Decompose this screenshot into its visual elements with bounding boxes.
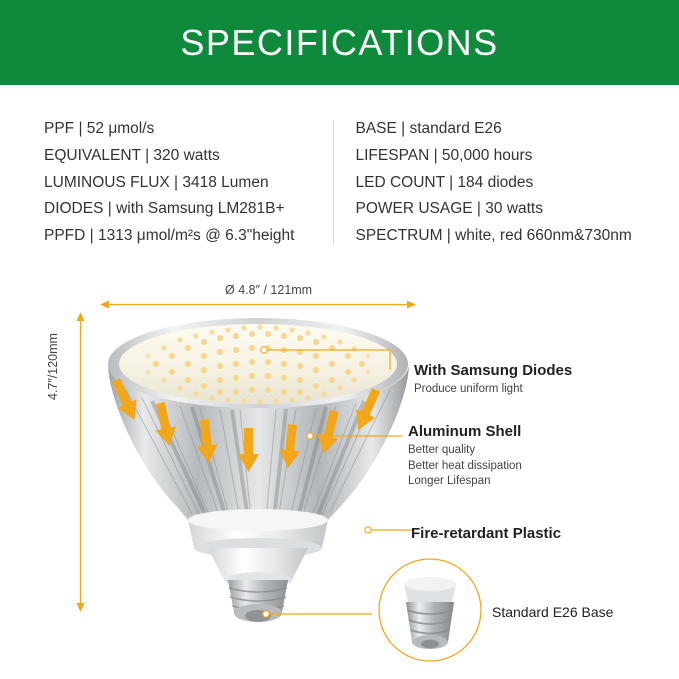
spec-item: LED COUNT | 184 diodes bbox=[355, 173, 534, 191]
callout-fire-retardant-plastic bbox=[411, 525, 561, 545]
spec-item: EQUIVALENT | 320 watts bbox=[44, 146, 220, 164]
specifications-block bbox=[44, 120, 634, 245]
page-title: SPECIFICATIONS bbox=[180, 21, 499, 63]
dimension-width-label: Ø 4.8″ / 121mm bbox=[225, 283, 313, 297]
callout-title: Fire-retardant Plastic bbox=[411, 525, 562, 542]
spec-column-right bbox=[334, 120, 635, 245]
spec-item: PPF | 52 μmol/s bbox=[44, 120, 155, 137]
spec-item: POWER USAGE | 30 watts bbox=[355, 200, 543, 218]
spec-column-left bbox=[44, 120, 334, 245]
dimension-height-arrow bbox=[76, 312, 85, 612]
callout-title: Aluminum Shell bbox=[408, 423, 522, 440]
led-bulb-illustration bbox=[96, 312, 421, 624]
spec-item: DIODES | with Samsung LM281B+ bbox=[44, 200, 285, 218]
dimension-width-arrow bbox=[100, 300, 416, 309]
callout-diodes bbox=[414, 362, 572, 398]
callout-standard-e26-base bbox=[492, 604, 613, 623]
e26-base-inset bbox=[378, 558, 482, 662]
callout-line: Produce uniform light bbox=[414, 383, 523, 395]
spec-item: SPECTRUM | white, red 660nm&730nm bbox=[355, 227, 632, 245]
spec-item: LUMINOUS FLUX | 3418 Lumen bbox=[44, 173, 269, 191]
spec-item: PPFD | 1313 μmol/m²s @ 6.3"height bbox=[44, 227, 295, 245]
spec-item: LIFESPAN | 50,000 hours bbox=[355, 146, 533, 164]
spec-item: BASE | standard E26 bbox=[355, 120, 502, 137]
callout-title: Standard E26 Base bbox=[492, 604, 614, 620]
header-banner bbox=[0, 0, 679, 85]
callout-line: Better quality bbox=[408, 444, 476, 456]
callout-line: Better heat dissipation bbox=[408, 459, 522, 472]
dimension-height-label: 4.7″/120mm bbox=[46, 333, 60, 400]
callout-line: Longer Lifespan bbox=[408, 475, 491, 488]
callout-aluminum-shell bbox=[408, 423, 522, 490]
callout-title: With Samsung Diodes bbox=[414, 362, 573, 379]
